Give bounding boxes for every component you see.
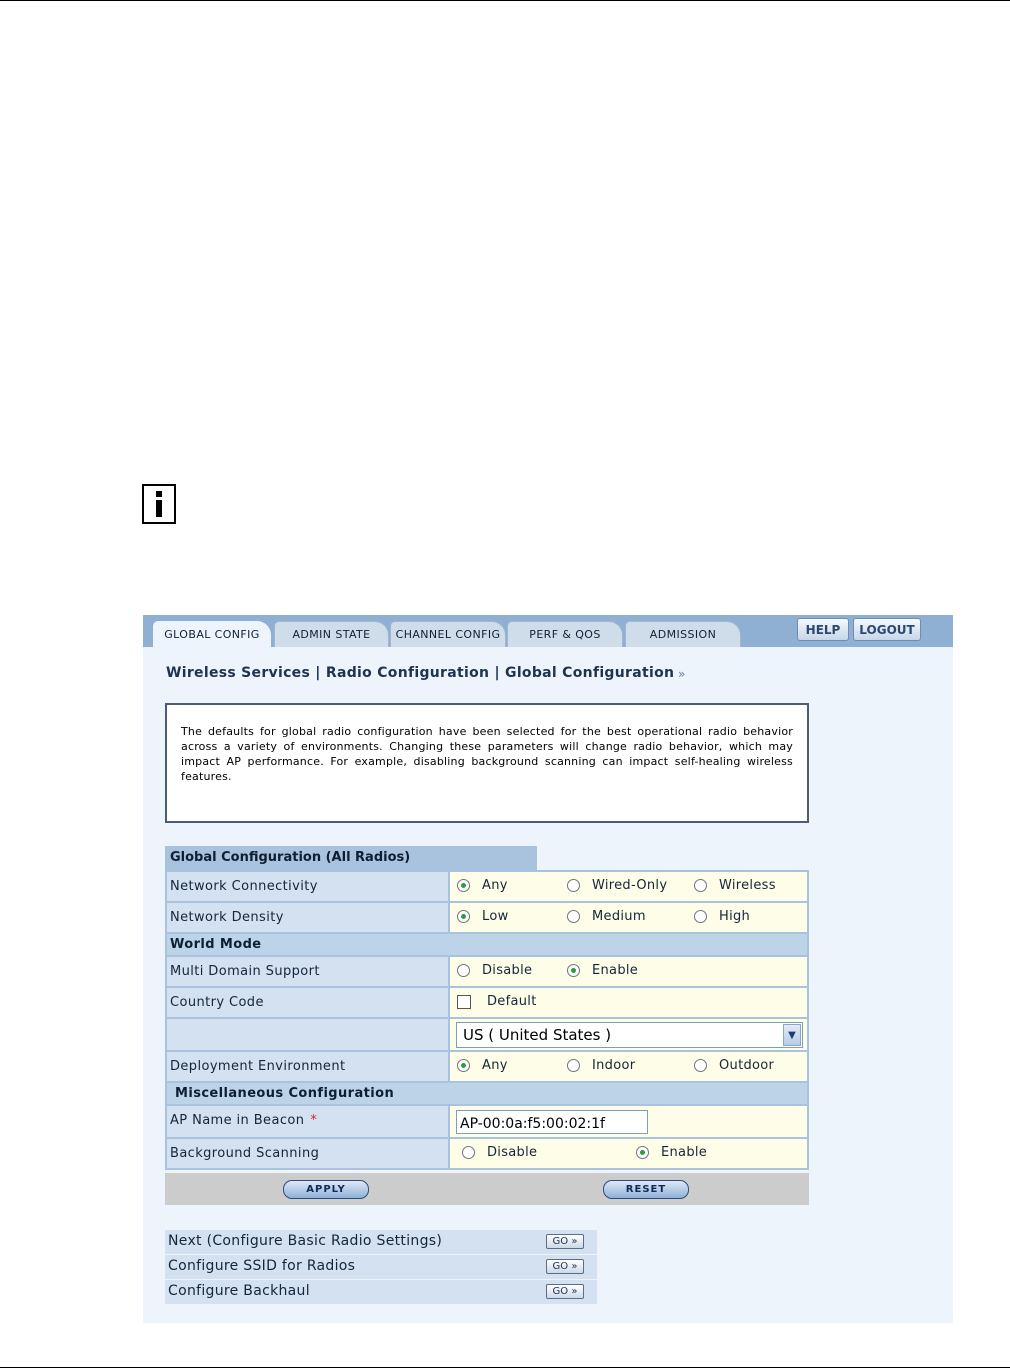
radio-off-icon[interactable]: [694, 910, 707, 923]
radio-on-icon[interactable]: [636, 1146, 649, 1159]
breadcrumb-arrow-icon: »: [678, 667, 686, 681]
option-label: Enable: [592, 963, 639, 978]
option-label: Wireless: [719, 878, 776, 893]
option-label: Medium: [592, 909, 646, 924]
deployment-label: Deployment Environment: [167, 1052, 450, 1081]
chevron-down-icon[interactable]: ▼: [783, 1024, 801, 1046]
reset-button[interactable]: RESET: [603, 1180, 689, 1199]
country-select-label: [167, 1019, 450, 1050]
radio-off-icon[interactable]: [694, 1059, 707, 1072]
radio-off-icon[interactable]: [462, 1146, 475, 1159]
world-mode-header: World Mode: [167, 934, 807, 957]
link-row-ssid: [165, 1255, 597, 1280]
country-select-cell: [450, 1019, 807, 1050]
tab-channel-config[interactable]: CHANNEL CONFIG: [390, 621, 506, 647]
ap-name-label-cell: [167, 1106, 450, 1137]
row-ap-name: [167, 1106, 807, 1139]
row-country-select: [167, 1019, 807, 1052]
go-button[interactable]: GO »: [546, 1284, 584, 1299]
go-cell: [541, 1230, 597, 1254]
logout-button[interactable]: LOGOUT: [853, 618, 921, 641]
network-density-low[interactable]: [457, 909, 509, 924]
option-label: High: [719, 909, 751, 924]
multi-domain-enable[interactable]: [567, 963, 638, 978]
checkbox-icon[interactable]: [457, 995, 471, 1009]
option-label: Disable: [482, 963, 533, 978]
network-density-options: [450, 903, 807, 932]
quick-links: [165, 1230, 597, 1305]
country-code-selected: US ( United States ): [463, 1026, 612, 1044]
country-code-default-checkbox[interactable]: [457, 994, 537, 1009]
country-code-label: Country Code: [167, 988, 450, 1017]
radio-off-icon[interactable]: [457, 964, 470, 977]
row-network-density: [167, 903, 807, 934]
multi-domain-disable[interactable]: [457, 963, 532, 978]
network-connectivity-wired-only[interactable]: [567, 878, 667, 893]
radio-off-icon[interactable]: [567, 879, 580, 892]
option-label: Default: [487, 994, 537, 1009]
form-button-bar: [165, 1173, 809, 1205]
option-label: Wired-Only: [592, 878, 668, 893]
deployment-outdoor[interactable]: [694, 1058, 774, 1073]
description-text: The defaults for global radio configuration have been selected for the best operational radio behavior across a variety of environments. Changing these parameters will change radio behavior, which may impact AP performance. For example, disabling background scanning can impact self-healing wireless features.: [181, 725, 793, 783]
deployment-options: [450, 1052, 807, 1081]
option-label: Disable: [487, 1145, 538, 1160]
background-scanning-options: [450, 1139, 807, 1168]
background-scanning-label: Background Scanning: [167, 1139, 450, 1168]
network-density-medium[interactable]: [567, 909, 646, 924]
go-cell: [541, 1255, 597, 1279]
network-connectivity-wireless[interactable]: [694, 878, 776, 893]
tab-global-config[interactable]: GLOBAL CONFIG: [153, 621, 271, 647]
background-scanning-enable[interactable]: [636, 1145, 707, 1160]
option-label: Any: [482, 1058, 508, 1073]
app-window: [143, 615, 953, 1323]
network-connectivity-options: [450, 872, 807, 901]
breadcrumb: Wireless Services | Radio Configuration | Global Configuration: [166, 665, 675, 681]
network-connectivity-any[interactable]: [457, 878, 508, 893]
misc-config-header: Miscellaneous Configuration: [167, 1083, 807, 1106]
background-scanning-disable[interactable]: [462, 1145, 537, 1160]
row-background-scanning: [167, 1139, 807, 1170]
go-cell: [541, 1280, 597, 1304]
go-button[interactable]: GO »: [546, 1234, 584, 1249]
row-deployment-environment: [167, 1052, 807, 1083]
info-icon: [142, 484, 176, 524]
go-button[interactable]: GO »: [546, 1259, 584, 1274]
link-row-backhaul: [165, 1280, 597, 1305]
required-mark: *: [310, 1113, 318, 1128]
tab-admission[interactable]: ADMISSION: [625, 621, 741, 647]
multi-domain-options: [450, 957, 807, 986]
radio-on-icon[interactable]: [457, 1059, 470, 1072]
link-label: Configure Backhaul: [168, 1283, 310, 1299]
ap-name-input[interactable]: [456, 1110, 648, 1134]
option-label: Indoor: [592, 1058, 636, 1073]
apply-button[interactable]: APPLY: [283, 1180, 369, 1199]
link-label: Next (Configure Basic Radio Settings): [168, 1233, 443, 1249]
network-density-high[interactable]: [694, 909, 750, 924]
page-top-rule: [0, 0, 1010, 1]
radio-off-icon[interactable]: [694, 879, 707, 892]
option-label: Outdoor: [719, 1058, 775, 1073]
link-label: Configure SSID for Radios: [168, 1258, 356, 1274]
deployment-any[interactable]: [457, 1058, 508, 1073]
section-title: Global Configuration (All Radios): [165, 846, 537, 870]
help-button[interactable]: HELP: [797, 618, 849, 641]
network-density-label: Network Density: [167, 903, 450, 932]
ap-name-label: AP Name in Beacon: [170, 1113, 305, 1128]
tab-bar: [143, 615, 953, 647]
option-label: Any: [482, 878, 508, 893]
tab-admin-state[interactable]: ADMIN STATE: [274, 621, 389, 647]
multi-domain-label: Multi Domain Support: [167, 957, 450, 986]
description-box: [165, 703, 809, 823]
radio-on-icon[interactable]: [567, 964, 580, 977]
row-network-connectivity: [167, 872, 807, 903]
radio-off-icon[interactable]: [567, 1059, 580, 1072]
ap-name-cell: [450, 1106, 807, 1137]
page-bottom-rule: [0, 1367, 1010, 1368]
network-connectivity-label: Network Connectivity: [167, 872, 450, 901]
country-code-default: [450, 988, 807, 1017]
link-row-next: [165, 1230, 597, 1255]
option-label: Enable: [661, 1145, 708, 1160]
radio-off-icon[interactable]: [567, 910, 580, 923]
option-label: Low: [482, 909, 509, 924]
global-config-form: [165, 870, 809, 1170]
deployment-indoor[interactable]: [567, 1058, 635, 1073]
country-code-select[interactable]: [456, 1022, 803, 1048]
row-country-code: [167, 988, 807, 1019]
radio-on-icon[interactable]: [457, 910, 470, 923]
tab-perf-qos[interactable]: PERF & QOS: [507, 621, 623, 647]
radio-on-icon[interactable]: [457, 879, 470, 892]
row-multi-domain: [167, 957, 807, 988]
